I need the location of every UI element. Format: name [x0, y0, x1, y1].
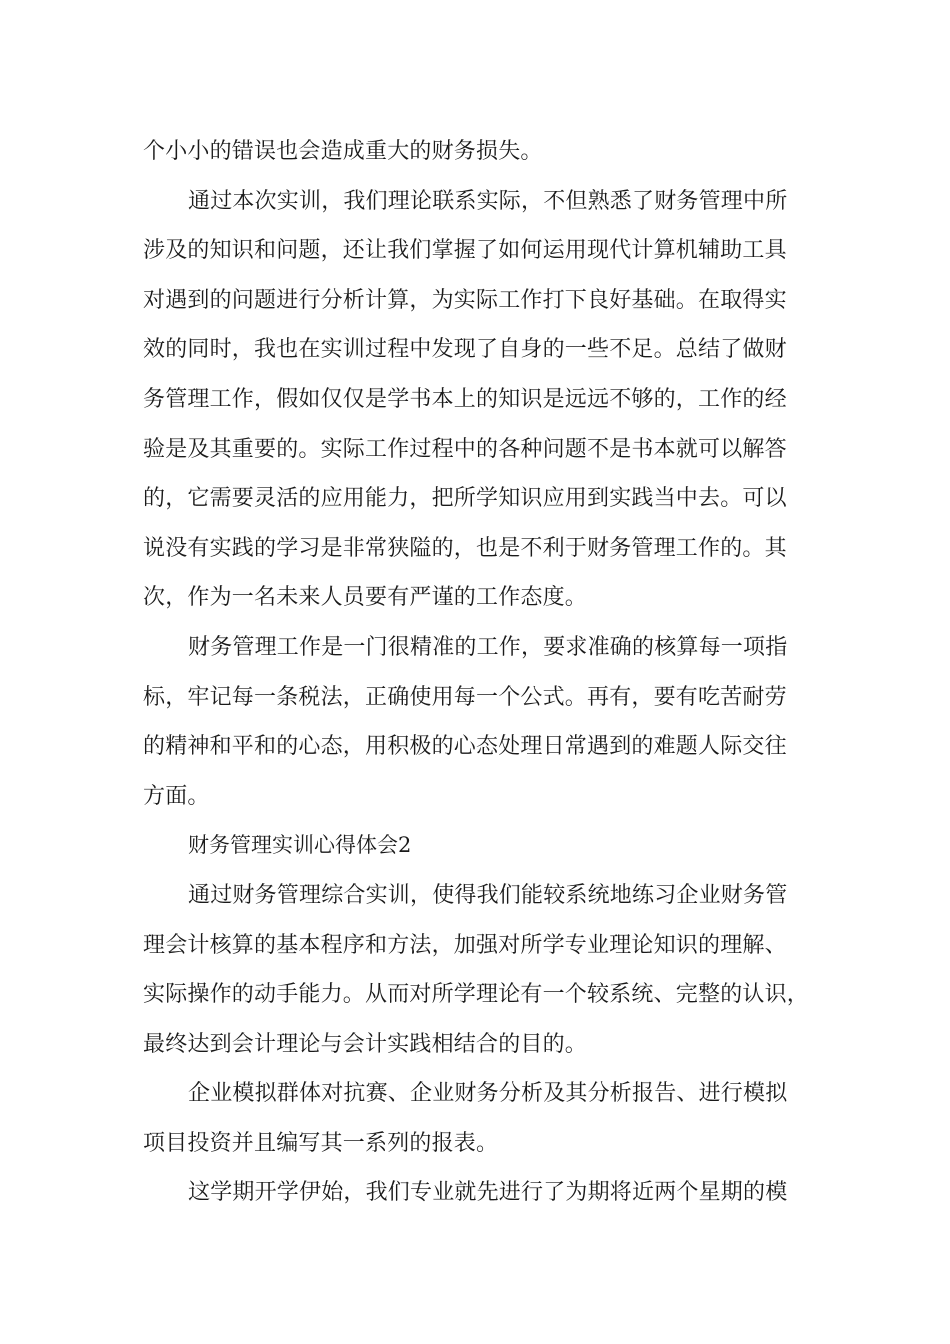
text-line: 效的同时，我也在实训过程中发现了自身的一些不足。总结了做财 — [143, 337, 787, 363]
document-body — [143, 127, 843, 1218]
text-line: 对遇到的问题进行分析计算，为实际工作打下良好基础。在取得实 — [143, 287, 787, 313]
text-line: 涉及的知识和问题，还让我们掌握了如何运用现代计算机辅助工具 — [143, 238, 787, 264]
text-line: 实际操作的动手能力。从而对所学理论有一个较系统、完整的认识， — [143, 982, 810, 1008]
text-line: 财务管理工作是一门很精准的工作，要求准确的核算每一项指 — [188, 634, 788, 660]
text-line: 的精神和平和的心态，用积极的心态处理日常遇到的难题人际交往 — [143, 734, 787, 760]
text-line: 标，牢记每一条税法，正确使用每一个公式。再有，要有吃苦耐劳 — [143, 684, 787, 710]
text-line: 个小小的错误也会造成重大的财务损失。 — [143, 139, 543, 164]
text-line: 理会计核算的基本程序和方法，加强对所学专业理论知识的理解、 — [143, 932, 787, 958]
section-heading: 财务管理实训心得体会2 — [188, 833, 412, 858]
text-line: 说没有实践的学习是非常狭隘的，也是不利于财务管理工作的。其 — [143, 535, 787, 561]
text-line: 企业模拟群体对抗赛、企业财务分析及其分析报告、进行模拟 — [188, 1081, 788, 1107]
text-line: 务管理工作，假如仅仅是学书本上的知识是远远不够的，工作的经 — [143, 386, 787, 412]
text-line: 的，它需要灵活的应用能力，把所学知识应用到实践当中去。可以 — [143, 486, 787, 512]
text-line: 项目投资并且编写其一系列的报表。 — [143, 1130, 499, 1156]
text-line: 次，作为一名未来人员要有严谨的工作态度。 — [143, 585, 588, 611]
text-line: 验是及其重要的。实际工作过程中的各种问题不是书本就可以解答 — [143, 436, 787, 462]
text-line: 方面。 — [143, 783, 210, 809]
text-line: 通过本次实训，我们理论联系实际，不但熟悉了财务管理中所 — [188, 188, 788, 214]
text-line: 这学期开学伊始，我们专业就先进行了为期将近两个星期的模 — [188, 1180, 788, 1206]
text-line: 最终达到会计理论与会计实践相结合的目的。 — [143, 1031, 588, 1057]
text-line: 通过财务管理综合实训，使得我们能较系统地练习企业财务管 — [188, 882, 788, 908]
